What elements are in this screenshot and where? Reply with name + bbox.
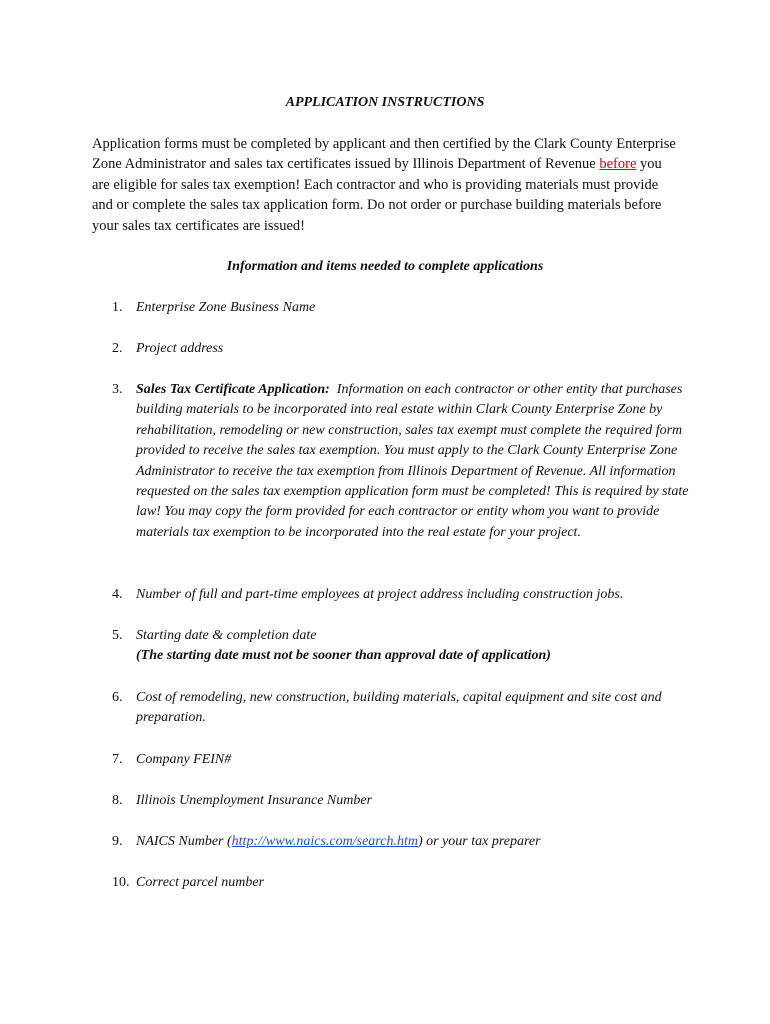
list-item-9: [112, 832, 692, 852]
item-text: Illinois Unemployment Insurance Number: [136, 793, 373, 808]
list-item-2: [112, 339, 692, 359]
item-number: 4.: [112, 587, 123, 602]
list-item-1: [112, 298, 692, 318]
item-text: Enterprise Zone Business Name: [136, 300, 316, 315]
item-bold-label: Sales Tax Certificate Application:: [136, 382, 330, 397]
item-text-after: ) or your tax preparer: [417, 834, 541, 849]
before-link[interactable]: before: [599, 156, 637, 173]
list-item-10: [112, 873, 692, 893]
item-number: 5.: [112, 628, 123, 643]
item-text: Company FEIN#: [136, 752, 232, 767]
intro-text-1: Application forms must be completed by applicant and then certified by the Clark County Enterprise Zone Administrator and sales tax certificates issued by Illinois Department of Revenue: [92, 136, 676, 173]
item-text: Project address: [136, 341, 224, 356]
item-text: Starting date & completion date: [136, 628, 317, 643]
item-bold-note: (The starting date must not be sooner than approval date of application): [136, 648, 551, 664]
list-item-6: [112, 688, 692, 729]
item-number: 7.: [112, 752, 123, 767]
list-item-4: [112, 585, 692, 605]
intro-text-2: you are eligible for sales tax exemption! Each contractor and who is providing materials must provide and or complete the sales tax application form. Do not order or purchase building materials before your sales tax certificates are issued!: [92, 156, 662, 234]
list-item-3: [112, 380, 692, 543]
naics-link[interactable]: http://www.naics.com/search.htm: [231, 834, 418, 849]
list-item-7: [112, 750, 692, 770]
item-number: 6.: [112, 690, 123, 705]
item-text: Correct parcel number: [136, 875, 265, 890]
section-subheading: Information and items needed to complete applications: [226, 259, 544, 274]
item-text: Cost of remodeling, new construction, building materials, capital equipment and site cost and preparation.: [136, 690, 662, 726]
item-number: 1.: [112, 300, 123, 315]
item-text: Information on each contractor or other entity that purchases building materials to be incorporated into real estate within Clark County Enterprise Zone by rehabilitation, remodeling or new construction, sales tax exempt must complete the required form provided to receive the sales tax exemption. You must apply to the Clark County Enterprise Zone Administrator to receive the tax exemption from Illinois Department of Revenue. All information requested on the sales tax exemption application form must be completed! This is required by state law! You may copy the form provided for each contractor or entity whom you want to provide materials tax exemption to be incorporated into the real estate for your project.: [136, 382, 689, 540]
item-number: 9.: [112, 834, 123, 849]
list-item-5: [112, 626, 692, 667]
item-text-before: NAICS Number (: [136, 834, 232, 849]
list-item-8: [112, 791, 692, 811]
item-number: 2.: [112, 341, 123, 356]
page-title: APPLICATION INSTRUCTIONS: [285, 95, 485, 110]
item-text: Number of full and part-time employees at project address including construction jobs.: [136, 587, 624, 602]
item-number: 10.: [112, 875, 130, 890]
item-number: 8.: [112, 793, 123, 808]
item-number: 3.: [112, 382, 123, 397]
intro-paragraph: [92, 134, 682, 236]
